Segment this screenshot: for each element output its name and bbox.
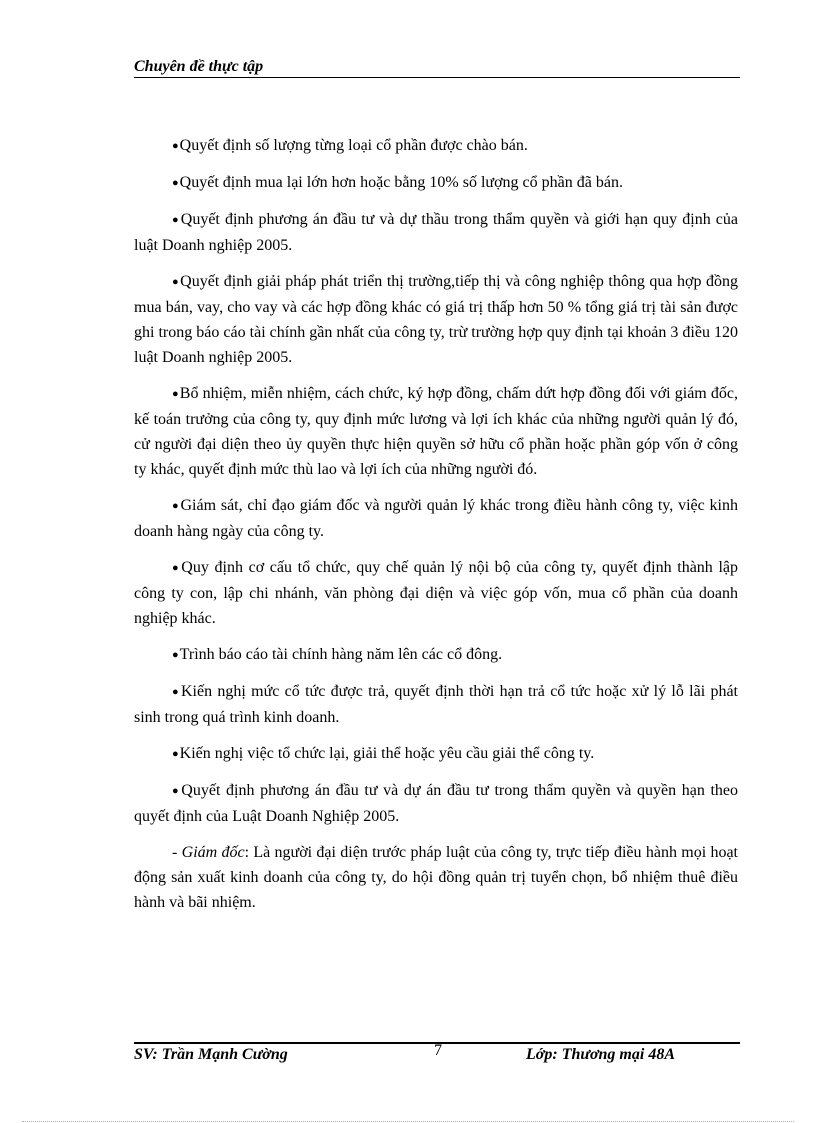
bullet-paragraph xyxy=(134,642,738,668)
page-footer xyxy=(134,1042,740,1074)
header-title: Chuyên đề thực tập xyxy=(134,58,264,75)
paragraph-text: Quyết định mua lại lớn hơn hoặc bằng 10% số lượng cổ phần đã bán. xyxy=(179,174,623,191)
bullet-paragraph xyxy=(134,778,738,829)
bullet-paragraph xyxy=(134,555,738,631)
footer-student: SV: Trần Mạnh Cường xyxy=(134,1046,288,1063)
page-edge-divider xyxy=(22,1121,794,1122)
giam-doc-label: Giám đốc xyxy=(181,844,245,861)
bullet-paragraph xyxy=(134,679,738,730)
bullet-paragraph xyxy=(134,207,738,258)
paragraph-text: Giám sát, chỉ đạo giám đốc và người quản lý khác trong điều hành công ty, việc kinh doanh hàng ngày của công ty. xyxy=(134,497,738,540)
paragraph-text: Kiến nghị mức cổ tức được trả, quyết định thời hạn trả cổ tức hoặc xử lý lỗ lãi phát sinh trong quá trình kinh doanh. xyxy=(134,683,739,726)
paragraph-text: Quyết định số lượng từng loại cổ phần được chào bán. xyxy=(179,137,528,154)
bullet-icon: ● xyxy=(172,177,179,189)
paragraph-text: Quy định cơ cấu tổ chức, quy chế quản lý nội bộ của công ty, quyết định thành lập công ty con, lập chi nhánh, văn phòng đại diện và việc góp vốn, mua cổ phần của doanh nghiệp khác. xyxy=(134,559,738,627)
document-body xyxy=(134,133,738,926)
page-number: 7 xyxy=(434,1042,442,1059)
page-header xyxy=(134,58,740,78)
bullet-paragraph xyxy=(134,170,738,196)
bullet-paragraph xyxy=(134,133,738,159)
paragraph-text: Quyết định giải pháp phát triển thị trường,tiếp thị và công nghiệp thông qua hợp đồng mua bán, vay, cho vay và các hợp đồng khác có giá trị thấp hơn 50 % tổng giá trị tài sản được ghi trong báo cáo tài chính gần nhất của công ty, trừ trường hợp quy định tại khoản 3 điều 120 luật Doanh nghiệp 2005. xyxy=(134,273,738,366)
paragraph-text: Quyết định phương án đầu tư và dự án đầu tư trong thẩm quyền và quyền hạn theo quyết định của Luật Doanh Nghiệp 2005. xyxy=(134,782,738,825)
giam-doc-paragraph xyxy=(134,840,738,915)
paragraph-text: Kiến nghị việc tổ chức lại, giải thể hoặc yêu cầu giải thể công ty. xyxy=(179,745,595,762)
paragraph-text: Quyết định phương án đầu tư và dự thầu trong thẩm quyền và giới hạn quy định của luật Doanh nghiệp 2005. xyxy=(134,211,739,254)
bullet-icon: ● xyxy=(172,388,179,400)
bullet-paragraph xyxy=(134,381,738,482)
bullet-icon: ● xyxy=(172,748,179,760)
paragraph-text: Bổ nhiệm, miễn nhiệm, cách chức, ký hợp đồng, chấm dứt hợp đồng đối với giám đốc, kế toán trưởng của công ty, quy định mức lương và lợi ích khác của những người quản lý đó, cử người đại diện theo ủy quyền thực hiện quyền sở hữu cổ phần hoặc phần góp vốn ở công ty khác, quyết định mức thù lao và lợi ích của những người đó. xyxy=(134,385,738,478)
bullet-paragraph xyxy=(134,493,738,544)
bullet-icon: ● xyxy=(172,500,180,512)
bullet-icon: ● xyxy=(172,686,180,698)
bullet-icon: ● xyxy=(172,214,180,226)
bullet-paragraph xyxy=(134,741,738,767)
paragraph-text: Trình báo cáo tài chính hàng năm lên các cổ đông. xyxy=(179,646,503,663)
bullet-icon: ● xyxy=(172,649,179,661)
footer-class: Lớp: Thương mại 48A xyxy=(526,1046,675,1063)
bullet-icon: ● xyxy=(172,276,180,288)
bullet-icon: ● xyxy=(172,785,181,797)
bullet-icon: ● xyxy=(172,562,181,574)
giam-doc-text: : Là người đại diện trước pháp luật của công ty, trực tiếp điều hành mọi hoạt động sản xuất kinh doanh của công ty, do hội đồng quản trị tuyển chọn, bổ nhiệm thuê điều hành và bãi nhiệm. xyxy=(134,844,738,911)
bullet-icon: ● xyxy=(172,140,179,152)
dash-prefix: - xyxy=(172,844,182,861)
bullet-paragraph xyxy=(134,269,738,370)
